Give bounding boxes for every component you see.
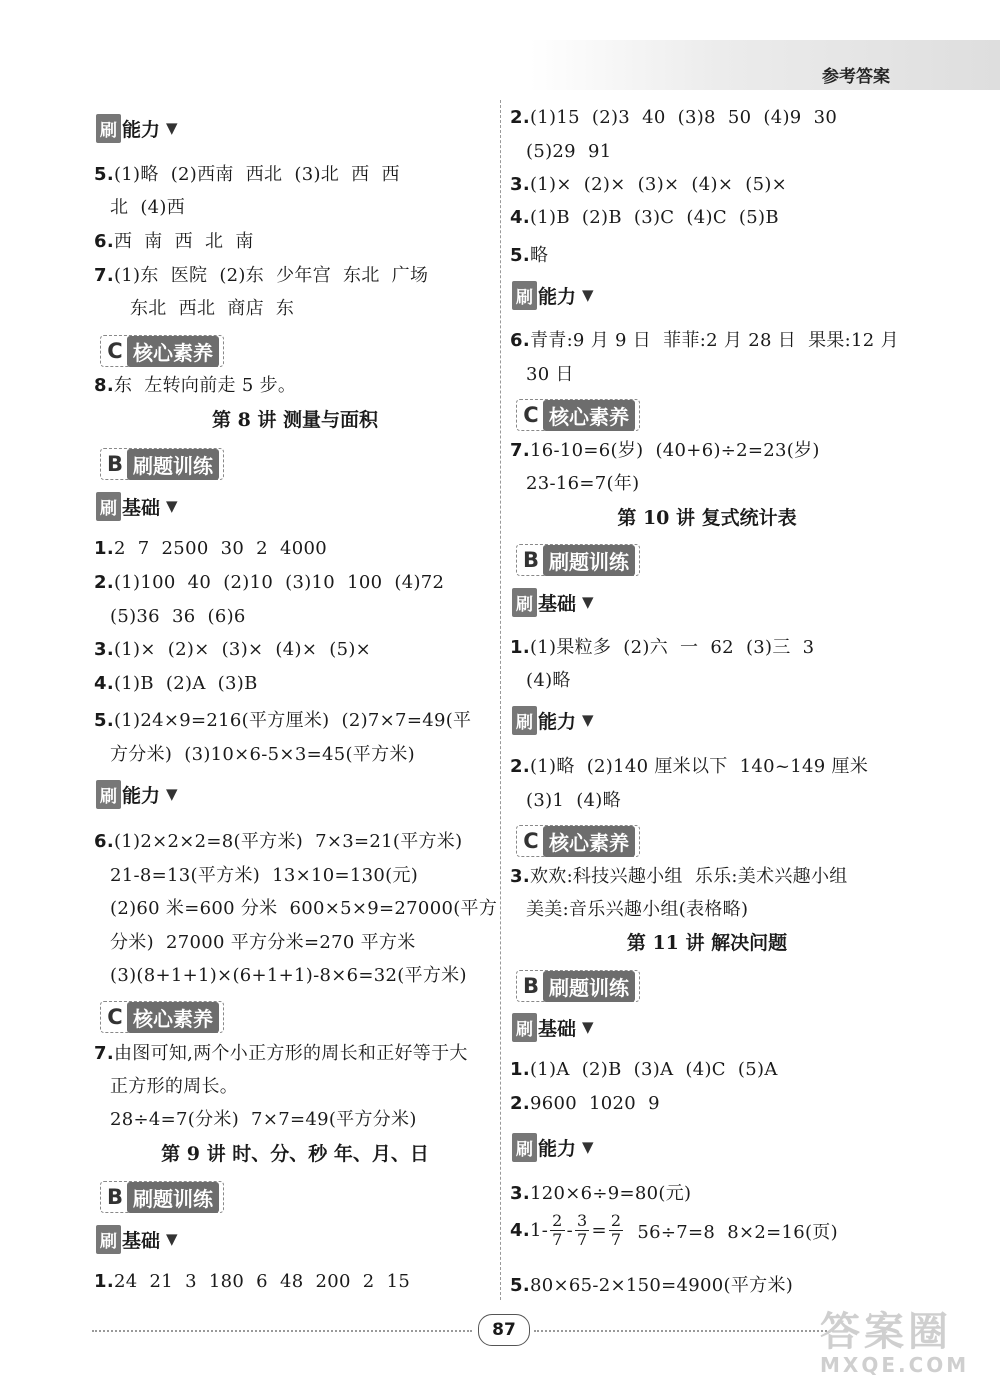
tag-label: 基础	[122, 1229, 161, 1252]
fraction: $\frac{2}{7}$	[610, 1211, 622, 1249]
tag-basics	[512, 1012, 594, 1042]
answer-line: 8.东 左转向前走 5 步。	[94, 375, 297, 396]
answer-line: 21-8=13(平方米) 13×10=130(元)	[110, 865, 419, 886]
section-label: 刷题训练	[127, 1182, 219, 1213]
section-label: 核心素养	[543, 826, 635, 857]
answer-line: (5)36 36 (6)6	[110, 606, 246, 627]
answer-line: 7.16-10=6(岁) (40+6)÷2=23(岁)	[510, 440, 820, 461]
answer-line: 7.(1)东 医院 (2)东 少年宫 东北 广场	[94, 265, 429, 286]
answer-line: 1.24 21 3 180 6 48 200 2 15	[94, 1271, 411, 1292]
tag-prefix: 刷	[96, 114, 121, 143]
lecture-title: 第 9 讲 时、分、秒 年、月、日	[161, 1143, 429, 1165]
tag-label: 基础	[538, 1017, 577, 1040]
answer-line: 4.(1)B (2)A (3)B	[94, 673, 258, 694]
section-core-literacy	[516, 399, 640, 431]
answer-line: 美美:音乐兴趣小组(表格略)	[526, 899, 749, 920]
section-label: 核心素养	[543, 400, 635, 431]
answer-line: 分米) 27000 平方分米=270 平方米	[110, 932, 416, 953]
tag-label: 能力	[538, 710, 577, 733]
tag-basics	[96, 1224, 178, 1254]
answer-line: 3.(1)× (2)× (3)× (4)× (5)×	[510, 174, 788, 195]
answer-line: 30 日	[526, 364, 574, 385]
section-letter: C	[523, 829, 539, 853]
tag-label: 能力	[538, 1137, 577, 1160]
tag-prefix: 刷	[96, 1225, 121, 1254]
watermark-url: MXQE.COM	[820, 1353, 970, 1377]
section-label: 刷题训练	[543, 971, 635, 1002]
triangle-down-icon: ▼	[582, 1018, 594, 1036]
section-practice	[100, 1181, 224, 1213]
answer-line: 5.略	[510, 245, 549, 266]
tag-ability	[96, 779, 178, 809]
watermark-text: 答案圈	[820, 1309, 952, 1355]
answer-line: 6.青青:9 月 9 日 菲菲:2 月 28 日 果果:12 月	[510, 330, 899, 351]
answer-line: 2.(1)100 40 (2)10 (3)10 100 (4)72	[94, 572, 445, 593]
answer-line: 北 (4)西	[110, 197, 186, 218]
fraction: $\frac{2}{7}$	[552, 1211, 563, 1249]
answer-line: (3)(8+1+1)×(6+1+1)-8×6=32(平方米)	[110, 965, 467, 986]
header-banner	[530, 40, 1000, 90]
section-letter: B	[522, 548, 539, 572]
answer-line: 2.(1)15 (2)3 40 (3)8 50 (4)9 30	[510, 107, 838, 128]
answer-line: 1.(1)果粒多 (2)六 一 62 (3)三 3	[510, 637, 815, 658]
tag-ability	[96, 113, 178, 143]
tag-prefix: 刷	[512, 1133, 537, 1162]
section-letter: C	[107, 1005, 123, 1029]
footer-rule-right	[534, 1330, 834, 1332]
section-letter: B	[106, 1185, 123, 1209]
page-number: 87	[478, 1314, 530, 1346]
section-label: 刷题训练	[127, 449, 219, 480]
answer-line: 6.(1)2×2×2=8(平方米) 7×3=21(平方米)	[94, 831, 463, 852]
section-label: 核心素养	[127, 336, 219, 367]
tag-prefix: 刷	[512, 588, 537, 617]
answer-line: 1.(1)A (2)B (3)A (4)C (5)A	[510, 1059, 778, 1080]
tag-basics	[512, 587, 594, 617]
answer-line: 方分米) (3)10×6-5×3=45(平方米)	[110, 744, 416, 765]
answer-line: 3.(1)× (2)× (3)× (4)× (5)×	[94, 639, 372, 660]
triangle-down-icon: ▼	[582, 286, 594, 304]
footer-rule-left	[92, 1330, 472, 1332]
tag-prefix: 刷	[512, 706, 537, 735]
answer-line: 2.(1)略 (2)140 厘米以下 140~149 厘米	[510, 756, 869, 777]
answer-line: 1.2 7 2500 30 2 4000	[94, 538, 327, 559]
tag-label: 能力	[122, 784, 161, 807]
section-letter: C	[107, 339, 123, 363]
column-divider	[500, 100, 501, 1300]
section-letter: B	[522, 974, 539, 998]
answer-line: 2.9600 1020 9	[510, 1093, 660, 1114]
answer-line: 5.(1)24×9=216(平方厘米) (2)7×7=49(平	[94, 710, 472, 731]
tag-label: 能力	[538, 285, 577, 308]
triangle-down-icon: ▼	[166, 785, 178, 803]
answer-line: (2)60 米=600 分米 600×5×9=27000(平方	[110, 898, 498, 919]
tag-prefix: 刷	[96, 492, 121, 521]
lecture-title: 第 11 讲 解决问题	[626, 932, 788, 954]
header-title: 参考答案	[822, 67, 890, 87]
answer-line-fractions: 4. 1- $\frac{2}{7}$ - $\frac{3}{7}$ = $\frac{2}{7}$ 56÷7=8 8×2=16(页)	[510, 1211, 838, 1249]
answer-line: 5.(1)略 (2)西南 西北 (3)北 西 西	[94, 164, 400, 185]
section-core-literacy	[100, 1001, 224, 1033]
tag-prefix: 刷	[512, 281, 537, 310]
section-practice	[100, 448, 224, 480]
triangle-down-icon: ▼	[582, 1138, 594, 1156]
answer-line: 23-16=7(年)	[526, 473, 640, 494]
triangle-down-icon: ▼	[582, 593, 594, 611]
section-practice	[516, 544, 640, 576]
section-core-literacy	[100, 335, 224, 367]
fraction: $\frac{3}{7}$	[576, 1211, 588, 1249]
section-core-literacy	[516, 825, 640, 857]
section-letter: B	[106, 452, 123, 476]
tag-prefix: 刷	[512, 1013, 537, 1042]
tag-ability	[512, 705, 594, 735]
watermark-logo	[820, 1300, 995, 1395]
answer-line: (4)略	[526, 670, 571, 691]
tag-basics	[96, 491, 178, 521]
answer-line: 6.西 南 西 北 南	[94, 231, 254, 252]
answer-line: 东北 西北 商店 东	[130, 298, 295, 319]
answer-line: 3.120×6÷9=80(元)	[510, 1183, 692, 1204]
tag-ability	[512, 280, 594, 310]
tag-label: 基础	[538, 592, 577, 615]
answer-line: 7.由图可知,两个小正方形的周长和正好等于大	[94, 1043, 468, 1064]
triangle-down-icon: ▼	[166, 1230, 178, 1248]
answer-line: (5)29 91	[526, 141, 612, 162]
answer-line: 28÷4=7(分米) 7×7=49(平方分米)	[110, 1109, 417, 1130]
answer-line: (3)1 (4)略	[526, 790, 621, 811]
section-practice	[516, 970, 640, 1002]
lecture-title: 第 8 讲 测量与面积	[211, 409, 379, 431]
section-letter: C	[523, 403, 539, 427]
tag-label: 基础	[122, 496, 161, 519]
section-label: 核心素养	[127, 1002, 219, 1033]
section-label: 刷题训练	[543, 545, 635, 576]
answer-line: 4.(1)B (2)B (3)C (4)C (5)B	[510, 207, 779, 228]
tag-label: 能力	[122, 118, 161, 141]
answer-line: 5.80×65-2×150=4900(平方米)	[510, 1275, 794, 1296]
tag-prefix: 刷	[96, 780, 121, 809]
triangle-down-icon: ▼	[166, 119, 178, 137]
triangle-down-icon: ▼	[166, 497, 178, 515]
answer-line: 正方形的周长。	[110, 1076, 239, 1097]
triangle-down-icon: ▼	[582, 711, 594, 729]
answer-line: 3.欢欢:科技兴趣小组 乐乐:美术兴趣小组	[510, 866, 848, 887]
lecture-title: 第 10 讲 复式统计表	[617, 507, 797, 529]
tag-ability	[512, 1132, 594, 1162]
